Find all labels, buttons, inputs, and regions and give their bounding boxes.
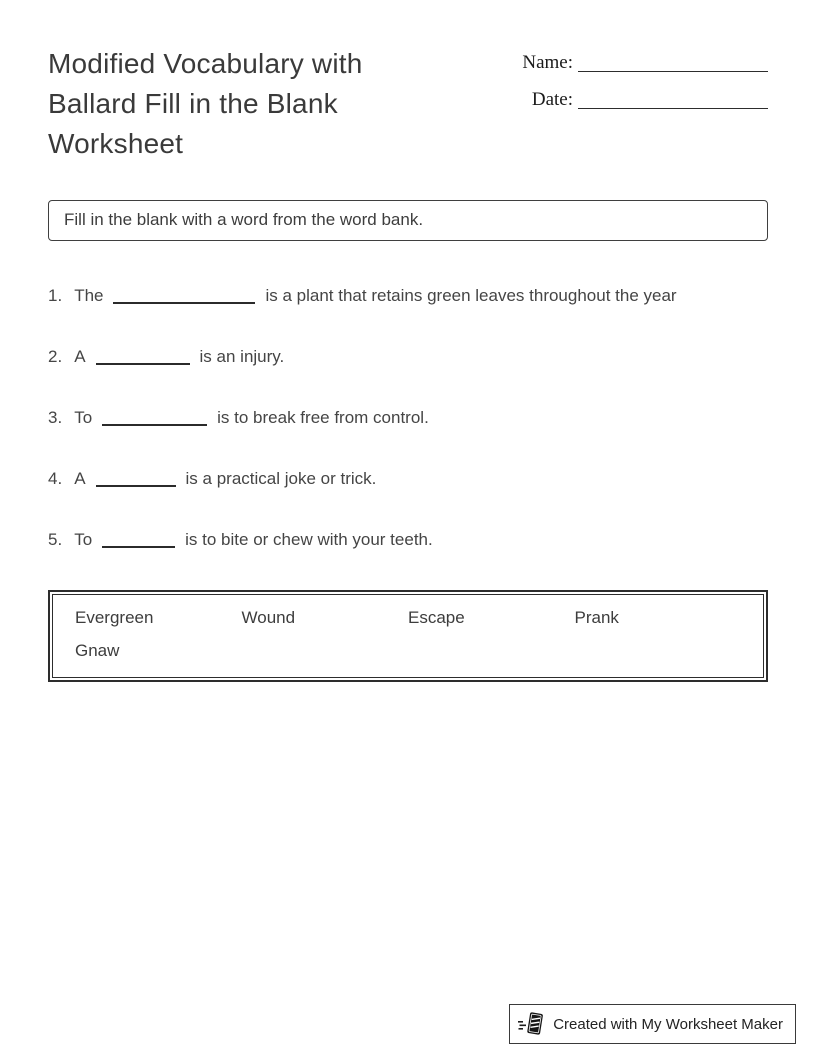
word-bank-word: Prank bbox=[574, 608, 619, 627]
header bbox=[0, 0, 816, 164]
question-text-before: A bbox=[74, 347, 86, 366]
instructions-box bbox=[48, 200, 768, 241]
footer-credit[interactable] bbox=[509, 1004, 796, 1044]
question-text-after: is to break free from control. bbox=[217, 408, 429, 427]
question-row bbox=[48, 529, 768, 550]
word-bank-inner-border bbox=[52, 594, 764, 678]
answer-blank[interactable] bbox=[102, 545, 175, 548]
word-bank-word: Escape bbox=[408, 608, 465, 627]
answer-blank[interactable] bbox=[102, 423, 207, 426]
name-field-row bbox=[515, 52, 768, 74]
name-date-block bbox=[515, 44, 768, 164]
date-input-line[interactable] bbox=[578, 108, 768, 109]
page-title: Modified Vocabulary with Ballard Fill in the Blank Worksheet bbox=[48, 48, 363, 159]
question-text-before: To bbox=[74, 530, 93, 549]
word-bank-word: Wound bbox=[241, 608, 296, 627]
question-text-before: A bbox=[74, 469, 86, 488]
date-field-row bbox=[515, 89, 768, 111]
question-row bbox=[48, 407, 768, 428]
word-bank-word: Gnaw bbox=[75, 641, 120, 660]
footer-credit-text: Created with My Worksheet Maker bbox=[553, 1015, 783, 1033]
question-text-after: is an injury. bbox=[199, 347, 285, 366]
worksheet-maker-logo-icon bbox=[518, 1010, 545, 1038]
question-text-before: To bbox=[74, 408, 93, 427]
question-text-after: is a practical joke or trick. bbox=[185, 469, 377, 488]
question-number: 1. bbox=[48, 286, 63, 305]
name-label: Name: bbox=[522, 52, 573, 73]
question-number: 4. bbox=[48, 469, 63, 488]
questions-list bbox=[48, 285, 768, 550]
date-label: Date: bbox=[531, 89, 573, 110]
answer-blank[interactable] bbox=[96, 484, 176, 487]
question-number: 5. bbox=[48, 530, 63, 549]
question-text-after: is a plant that retains green leaves throughout the year bbox=[265, 286, 677, 305]
instructions-text: Fill in the blank with a word from the word bank. bbox=[64, 210, 424, 229]
question-row bbox=[48, 468, 768, 489]
question-number: 3. bbox=[48, 408, 63, 427]
question-row bbox=[48, 346, 768, 367]
question-text-after: is to bite or chew with your teeth. bbox=[185, 530, 433, 549]
question-text-before: The bbox=[74, 286, 104, 305]
word-bank bbox=[48, 590, 768, 682]
word-bank-word: Evergreen bbox=[75, 608, 154, 627]
answer-blank[interactable] bbox=[113, 301, 255, 304]
word-bank-grid bbox=[75, 601, 741, 667]
question-row bbox=[48, 285, 768, 306]
question-number: 2. bbox=[48, 347, 63, 366]
name-input-line[interactable] bbox=[578, 71, 768, 72]
answer-blank[interactable] bbox=[96, 362, 190, 365]
